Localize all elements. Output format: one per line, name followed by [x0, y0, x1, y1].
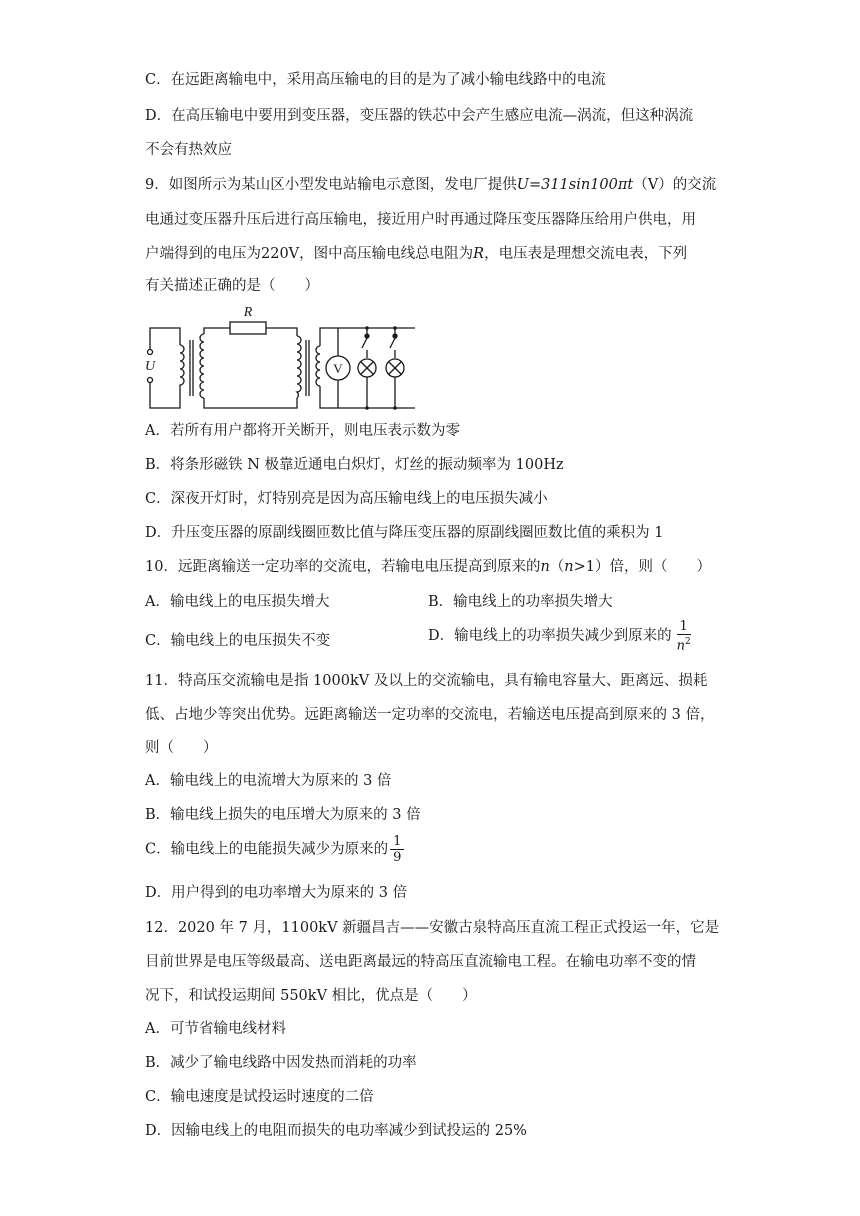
q10-option-d-text: D．输电线上的功率损失减少到原来的 — [428, 628, 672, 645]
q11-stem-line1: 11．特高压交流输电是指 1000kV 及以上的交流输电，具有输电容量大、距离远、损耗 — [145, 673, 708, 689]
q9-formula: U=311sin100πt — [516, 177, 634, 193]
q9-stem-a: 9．如图所示为某山区小型发电站输电示意图，发电厂提供 — [145, 177, 517, 193]
q11-stem-line2: 低、占地少等突出优势。远距离输送一定功率的交流电，若输送电压提高到原来的 3 倍， — [145, 707, 715, 723]
q11-option-d: D．用户得到的电功率增大为原来的 3 倍 — [145, 885, 408, 901]
q9-stem-b: （V）的交流 — [633, 177, 717, 193]
q11-option-b: B．输电线上损失的电压增大为原来的 3 倍 — [145, 807, 421, 823]
q11-option-c-text: C．输电线上的电能损失减少为原来的 — [145, 841, 389, 858]
q10-stem-c: >1）倍，则（ ） — [573, 559, 712, 575]
q10-stem — [145, 557, 711, 577]
transmission-line — [204, 322, 297, 408]
q10-option-d — [428, 619, 694, 653]
q9-stem-line3-a: 户端得到的电压为220V，图中高压输电线总电阻为 — [145, 246, 474, 262]
q11-option-c — [145, 834, 404, 865]
q8-option-d-line2: 不会有热效应 — [145, 142, 232, 158]
q9-stem-R: R — [473, 246, 485, 262]
q10-option-c: C．输电线上的电压损失不变 — [145, 633, 331, 649]
q10-n: n — [540, 559, 550, 575]
q10-option-b: B．输电线上的功率损失增大 — [428, 594, 613, 610]
q12-option-a: A．可节省输电线材料 — [145, 1021, 286, 1037]
q10-frac-exp: 2 — [685, 637, 691, 647]
q10-frac-num: 1 — [677, 619, 691, 635]
circuit-diagram — [140, 300, 430, 412]
q9-option-c: C．深夜开灯时，灯特别亮是因为高压输电线上的电压损失减小 — [145, 491, 548, 507]
q10-stem-a: 10．远距离输送一定功率的交流电，若输电电压提高到原来的 — [145, 559, 541, 575]
step-down-transformer — [297, 328, 415, 408]
q9-stem-line1 — [145, 175, 716, 195]
lamp-2 — [386, 328, 404, 408]
q10-stem-b: （ — [549, 559, 565, 575]
q11-stem-line3: 则（ ） — [145, 740, 218, 756]
q9-option-d: D．升压变压器的原副线圈匝数比值与降压变压器的原副线圈匝数比值的乘积为 1 — [145, 525, 664, 541]
q8-option-c: C．在远距离输电中，采用高压输电的目的是为了减小输电线路中的电流 — [145, 72, 606, 88]
label-R: R — [243, 305, 253, 320]
q12-option-d: D．因输电线上的电阻而损失的电功率减少到试投运的 25% — [145, 1123, 527, 1139]
q9-option-a: A．若所有用户都将开关断开，则电压表示数为零 — [145, 423, 460, 439]
q11-frac-num: 1 — [390, 834, 404, 850]
q12-option-c: C．输电速度是试投运时速度的二倍 — [145, 1089, 374, 1105]
q9-option-b: B．将条形磁铁 N 极靠近通电白炽灯，灯丝的振动频率为 100Hz — [145, 457, 564, 473]
q9-stem-line2: 电通过变压器升压后进行高压输电，接近用户时再通过降压变压器降压给用户供电，用 — [145, 212, 696, 228]
q10-frac-den: n — [676, 638, 685, 654]
q10-fraction — [674, 619, 694, 653]
q11-fraction — [390, 834, 404, 865]
lamp-1 — [358, 328, 376, 408]
q11-frac-den: 9 — [393, 850, 402, 865]
q12-stem-line2: 目前世界是电压等级最高、送电距离最远的特高压直流输电工程。在输电功率不变的情 — [145, 954, 696, 970]
resistor-R — [230, 322, 266, 334]
q12-stem-line1: 12．2020 年 7 月，1100kV 新疆昌吉——安徽古泉特高压直流工程正式投运一年，它是 — [145, 920, 720, 936]
label-U: U — [144, 359, 156, 374]
q8-option-d-line1: D．在高压输电中要用到变压器，变压器的铁芯中会产生感应电流—涡流，但这种涡流 — [145, 108, 694, 124]
voltmeter-label: V — [333, 361, 343, 376]
q9-stem-line3 — [145, 244, 687, 264]
step-up-transformer — [180, 334, 204, 398]
q9-stem-line4: 有关描述正确的是（ ） — [145, 278, 319, 294]
q10-option-a: A．输电线上的电压损失增大 — [145, 594, 330, 610]
q10-n2: n — [564, 559, 574, 575]
q12-stem-line3: 况下，和试投运期间 550kV 相比，优点是（ ） — [145, 988, 477, 1004]
q12-option-b: B．减少了输电线路中因发热而消耗的功率 — [145, 1055, 417, 1071]
q11-option-a: A．输电线上的电流增大为原来的 3 倍 — [145, 773, 392, 789]
q9-stem-line3-b: ，电压表是理想交流电表，下列 — [484, 246, 688, 262]
